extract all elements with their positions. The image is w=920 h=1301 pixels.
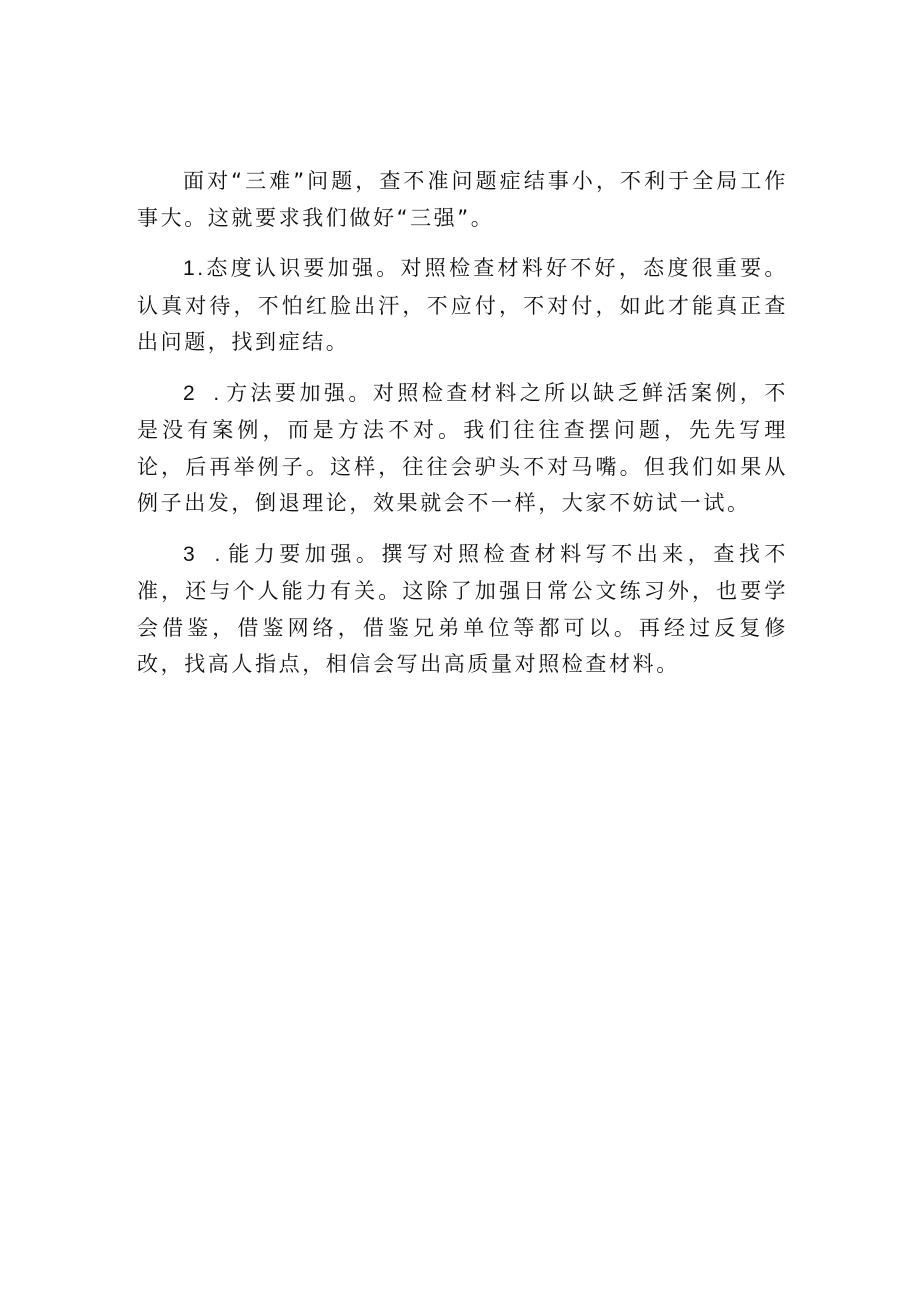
point-paragraph-1 <box>137 250 788 361</box>
point-paragraph-3 <box>137 536 788 683</box>
point-number-2: 2 . <box>183 381 226 405</box>
point-number-3: 3 . <box>183 542 227 566</box>
intro-text: 面对“三难”问题，查不准问题症结事小，不利于全局工作事大。这就要求我们做好“三强”。 <box>137 169 788 230</box>
point-text-2: 方法要加强。对照检查材料之所以缺乏鲜活案例，不是没有案例，而是方法不对。我们往往查摆问题，先先写理论，后再举例子。这样，往往会驴头不对马嘴。但我们如果从例子出发，倒退理论，效果就会不一样，大家不妨试一试。 <box>137 380 788 515</box>
point-text-1: 态度认识要加强。对照检查材料好不好，态度很重要。认真对待，不怕红脸出汗，不应付，不对付，如此才能真正查出问题，找到症结。 <box>137 256 788 354</box>
document-body <box>137 163 788 697</box>
intro-paragraph <box>137 163 788 236</box>
point-paragraph-2 <box>137 375 788 522</box>
point-text-3: 能力要加强。撰写对照检查材料写不出来，查找不准，还与个人能力有关。这除了加强日常公文练习外，也要学会借鉴，借鉴网络，借鉴兄弟单位等都可以。再经过反复修改，找高人指点，相信会写出高质量对照检查材料。 <box>137 541 788 676</box>
point-number-1: 1. <box>183 257 206 280</box>
